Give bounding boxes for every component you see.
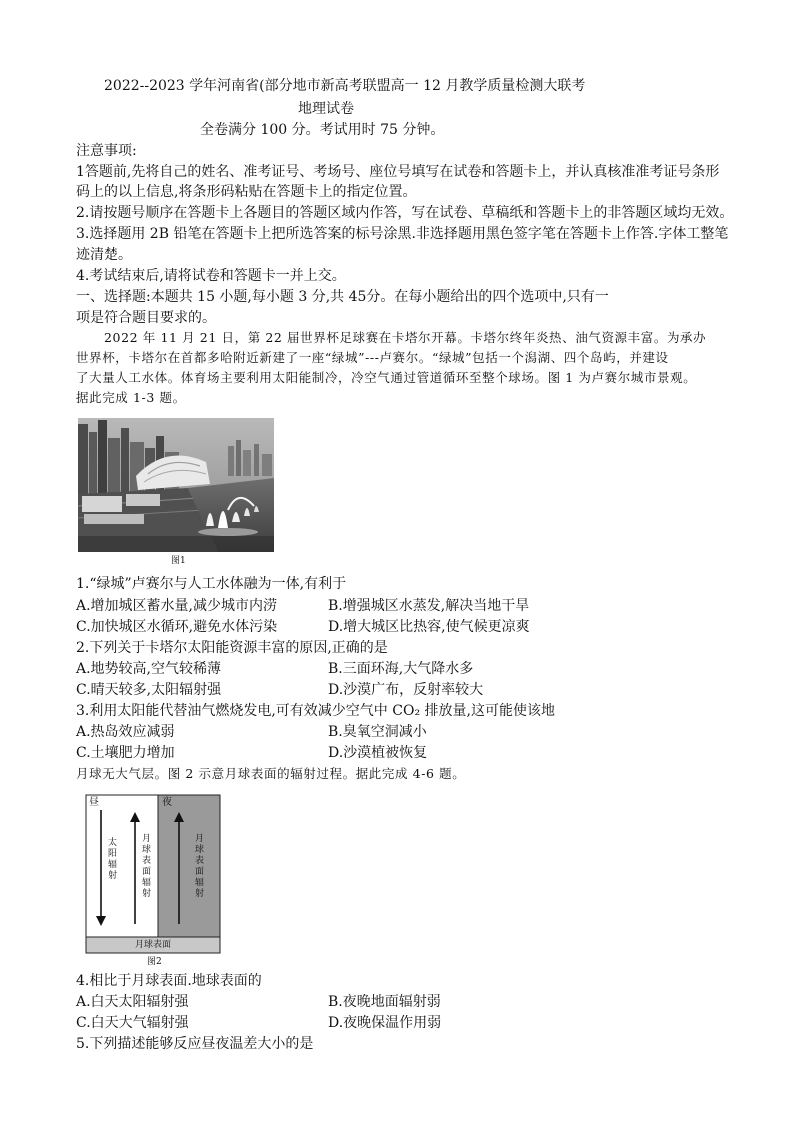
q4-option-d[interactable]: D.夜晚保温作用弱 — [328, 1015, 442, 1031]
exam-title: 2022--2023 学年河南省(部分地市新高考联盟高一 12 月教学质量检测大联考 — [104, 78, 586, 94]
q4-stem: 4.相比于月球表面.地球表面的 — [76, 973, 262, 989]
q1-option-d[interactable]: D.增大城区比热容,使气候更凉爽 — [328, 619, 530, 635]
note-3b: 迹清楚。 — [76, 247, 132, 263]
note-4: 4.考试结束后,请将试卷和答题卡一并上交。 — [76, 268, 346, 284]
q2-option-d[interactable]: D.沙漠广布，反射率较大 — [328, 682, 484, 698]
section-1-line2: 项是符合题目要求的。 — [76, 310, 216, 326]
note-1a: 1答题前,先将自己的姓名、准考证号、考场号、座位号填写在试卷和答题卡上，并认真核准准考证号条形 — [76, 164, 720, 180]
section-1-line1: 一、选择题:本题共 15 小题,每小题 3 分,共 45分。在每小题给出的四个选项中,只有一 — [76, 289, 609, 305]
q3-option-b[interactable]: B.臭氧空洞减小 — [328, 724, 427, 740]
q1-option-a[interactable]: A.增加城区蓄水量,减少城市内涝 — [76, 598, 278, 614]
exam-subject: 地理试卷 — [298, 101, 354, 117]
notes-heading: 注意事项: — [76, 143, 137, 159]
passage-1-line2: 世界杯，卡塔尔在首都多哈附近新建了一座“绿城”---卢赛尔。“绿城”包括一个潟湖、四个岛屿，并建设 — [76, 350, 669, 365]
note-1b: 码上的以上信息,将条形码粘贴在答题卡上的指定位置。 — [76, 184, 417, 200]
q3-option-c[interactable]: C.土壤肥力增加 — [76, 745, 175, 761]
moon-surface-label: 月球表面 — [134, 940, 171, 950]
exam-info: 全卷满分 100 分。考试用时 75 分钟。 — [200, 122, 445, 138]
figure-1-caption: 图1 — [171, 556, 186, 566]
note-3a: 3.选择题用 2B 铅笔在答题卡上把所选答案的标号涂黑.非选择题用黑色签字笔在答题卡上作答.字体工整笔 — [76, 226, 729, 242]
moon-radiation-night-label: 月球表面辐射 — [195, 834, 205, 899]
q3-option-a[interactable]: A.热岛效应减弱 — [76, 724, 175, 740]
q2-option-c[interactable]: C.晴天较多,太阳辐射强 — [76, 682, 222, 698]
q1-option-c[interactable]: C.加快城区水循环,避免水体污染 — [76, 619, 278, 635]
moon-radiation-day-label: 月球表面辐射 — [142, 834, 152, 899]
figure-2-caption: 图2 — [147, 957, 162, 967]
lusail-city-photo — [78, 418, 274, 552]
q4-option-c[interactable]: C.白天大气辐射强 — [76, 1015, 189, 1031]
q5-stem: 5.下列描述能够反应昼夜温差大小的是 — [76, 1036, 314, 1052]
solar-radiation-label: 太阳辐射 — [108, 838, 118, 881]
q1-stem: 1.“绿城”卢赛尔与人工水体融为一体,有利于 — [76, 576, 347, 592]
passage-1-line3: 了大量人工水体。体育场主要利用太阳能制冷，冷空气通过管道循环至整个球场。图 1 为卢赛尔城市景观。 — [76, 370, 697, 385]
q1-option-b[interactable]: B.增强城区水蒸发,解决当地干旱 — [328, 598, 530, 614]
day-label: 昼 — [89, 797, 99, 808]
q2-option-a[interactable]: A.地势较高,空气较稀薄 — [76, 661, 222, 677]
night-label: 夜 — [162, 797, 172, 808]
note-2: 2.请按题号顺序在答题卡上各题目的答题区域内作答，写在试卷、草稿纸和答题卡上的非答题区域均无效。 — [76, 205, 734, 221]
passage-1-line1: 2022 年 11 月 21 日，第 22 届世界杯足球赛在卡塔尔开幕。卡塔尔终年炎热、油气资源丰富。为承办 — [104, 330, 707, 345]
passage-1-line4: 据此完成 1-3 题。 — [76, 390, 186, 405]
q4-option-b[interactable]: B.夜晚地面辐射弱 — [328, 994, 441, 1010]
night-area — [158, 795, 220, 937]
moon-radiation-diagram — [85, 794, 221, 954]
q4-option-a[interactable]: A.白天太阳辐射强 — [76, 994, 189, 1010]
q3-option-d[interactable]: D.沙漠植被恢复 — [328, 745, 428, 761]
q2-option-b[interactable]: B.三面环海,大气降水多 — [328, 661, 474, 677]
q3-stem: 3.利用太阳能代替油气燃烧发电,可有效减少空气中 CO₂ 排放量,这可能使该地 — [76, 703, 555, 719]
q2-stem: 2.下列关于卡塔尔太阳能资源丰富的原因,正确的是 — [76, 640, 388, 656]
passage-2-line1: 月球无大气层。图 2 示意月球表面的辐射过程。据此完成 4-6 题。 — [76, 766, 466, 781]
